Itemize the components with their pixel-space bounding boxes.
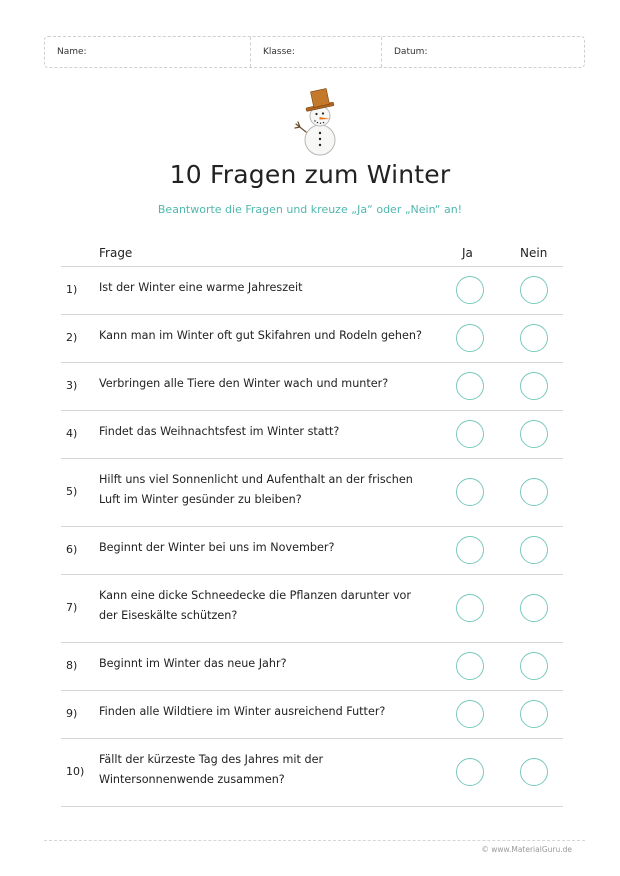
answer-no-circle[interactable] bbox=[520, 324, 548, 352]
question-number: 8) bbox=[66, 659, 78, 672]
question-text: Fällt der kürzeste Tag des Jahres mit der Wintersonnenwende zusammen? bbox=[99, 753, 324, 786]
answer-yes-circle[interactable] bbox=[456, 758, 484, 786]
answer-yes-circle[interactable] bbox=[456, 478, 484, 506]
question-text: Beginnt im Winter das neue Jahr? bbox=[99, 657, 287, 670]
question-text: Hilft uns viel Sonnenlicht und Aufenthalt an der frischen Luft im Winter gesünder zu bleiben? bbox=[99, 473, 413, 506]
header-box bbox=[44, 36, 585, 68]
question-number: 4) bbox=[66, 427, 78, 440]
answer-no-circle[interactable] bbox=[520, 652, 548, 680]
table-divider bbox=[61, 806, 563, 807]
name-label: Name: bbox=[57, 47, 87, 57]
answer-yes-circle[interactable] bbox=[456, 594, 484, 622]
table-divider bbox=[61, 642, 563, 643]
answer-no-circle[interactable] bbox=[520, 276, 548, 304]
question-text: Beginnt der Winter bei uns im November? bbox=[99, 541, 335, 554]
column-header-no: Nein bbox=[520, 246, 548, 260]
table-divider bbox=[61, 526, 563, 527]
answer-no-circle[interactable] bbox=[520, 536, 548, 564]
question-text: Verbringen alle Tiere den Winter wach und munter? bbox=[99, 377, 389, 390]
answer-yes-circle[interactable] bbox=[456, 324, 484, 352]
question-text: Findet das Weihnachtsfest im Winter statt? bbox=[99, 425, 340, 438]
question-text: Kann eine dicke Schneedecke die Pflanzen darunter vor der Eiseskälte schützen? bbox=[99, 589, 412, 622]
footer-divider bbox=[44, 840, 585, 841]
table-divider bbox=[61, 410, 563, 411]
answer-yes-circle[interactable] bbox=[456, 276, 484, 304]
page-title: 10 Fragen zum Winter bbox=[169, 160, 451, 189]
answer-no-circle[interactable] bbox=[520, 700, 548, 728]
answer-no-circle[interactable] bbox=[520, 758, 548, 786]
question-number: 7) bbox=[66, 601, 78, 614]
question-number: 9) bbox=[66, 707, 78, 720]
question-number: 2) bbox=[66, 331, 78, 344]
table-divider bbox=[61, 574, 563, 575]
footer-copyright: © www.MaterialGuru.de bbox=[481, 845, 572, 854]
class-label: Klasse: bbox=[263, 47, 295, 57]
table-divider bbox=[61, 458, 563, 459]
table-divider bbox=[61, 690, 563, 691]
table-divider bbox=[61, 314, 563, 315]
question-number: 5) bbox=[66, 485, 78, 498]
snowman-icon bbox=[292, 86, 348, 158]
answer-yes-circle[interactable] bbox=[456, 700, 484, 728]
question-number: 3) bbox=[66, 379, 78, 392]
table-divider bbox=[61, 738, 563, 739]
question-number: 6) bbox=[66, 543, 78, 556]
question-number: 10) bbox=[66, 765, 85, 778]
question-text: Kann man im Winter oft gut Skifahren und Rodeln gehen? bbox=[99, 329, 422, 342]
question-number: 1) bbox=[66, 283, 78, 296]
answer-no-circle[interactable] bbox=[520, 594, 548, 622]
page-subtitle: Beantworte die Fragen und kreuze „Ja“ oder „Nein“ an! bbox=[157, 203, 463, 216]
question-text: Finden alle Wildtiere im Winter ausreichend Futter? bbox=[99, 705, 386, 718]
date-field[interactable] bbox=[381, 37, 584, 67]
answer-yes-circle[interactable] bbox=[456, 652, 484, 680]
column-header-yes: Ja bbox=[462, 246, 473, 260]
question-text: Ist der Winter eine warme Jahreszeit bbox=[99, 281, 303, 294]
date-label: Datum: bbox=[394, 47, 428, 57]
column-header-question: Frage bbox=[99, 246, 133, 260]
table-divider bbox=[61, 362, 563, 363]
name-field[interactable] bbox=[45, 37, 250, 67]
answer-yes-circle[interactable] bbox=[456, 536, 484, 564]
answer-yes-circle[interactable] bbox=[456, 420, 484, 448]
answer-no-circle[interactable] bbox=[520, 420, 548, 448]
answer-yes-circle[interactable] bbox=[456, 372, 484, 400]
class-field[interactable] bbox=[250, 37, 381, 67]
answer-no-circle[interactable] bbox=[520, 478, 548, 506]
table-divider bbox=[61, 266, 563, 267]
answer-no-circle[interactable] bbox=[520, 372, 548, 400]
